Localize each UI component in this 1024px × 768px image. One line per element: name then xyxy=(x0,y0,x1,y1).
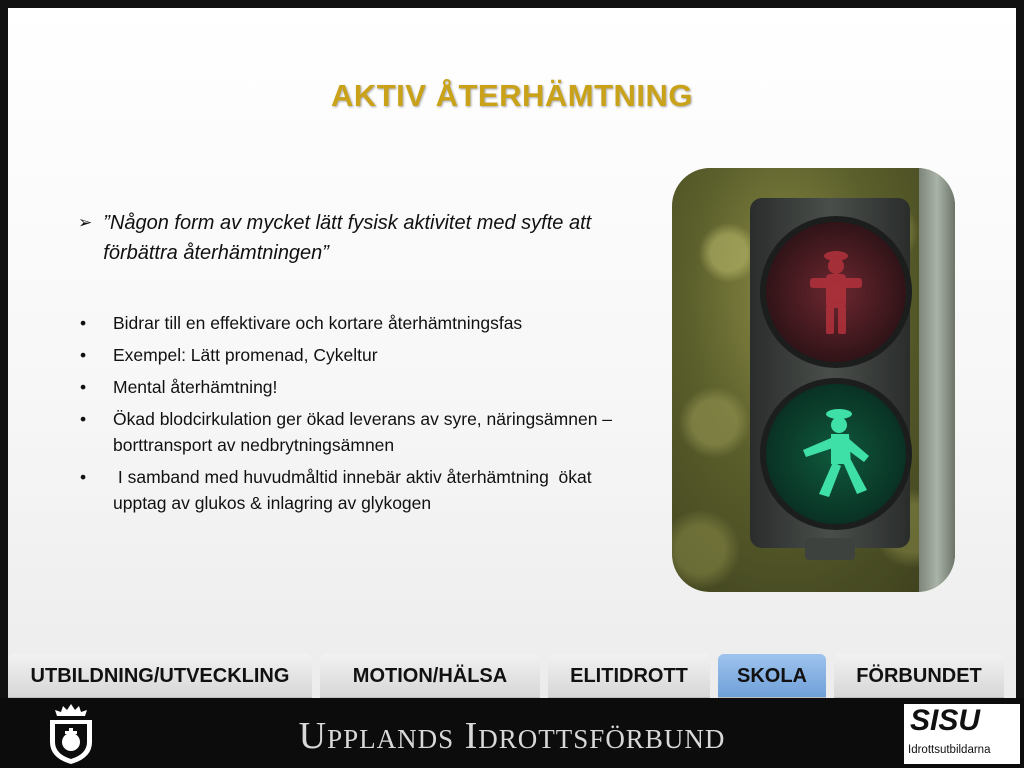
housing-bottom-cap xyxy=(805,538,855,560)
standing-man-icon xyxy=(796,242,876,342)
list-item xyxy=(74,342,634,368)
bullet-dot-icon: • xyxy=(80,377,87,397)
tab-forbundet[interactable]: FÖRBUNDET xyxy=(834,654,1004,698)
sisu-logo xyxy=(904,704,1020,764)
list-item xyxy=(74,464,634,516)
walking-man-icon xyxy=(791,404,881,504)
arrow-bullet-icon: ➢ xyxy=(78,213,93,232)
tab-elitidrott[interactable]: ELITIDROTT xyxy=(548,654,710,698)
footer xyxy=(0,698,1024,768)
red-pedestrian-lamp xyxy=(760,216,912,368)
list-item xyxy=(74,374,634,400)
list-item xyxy=(74,406,634,458)
quote-row xyxy=(78,208,638,268)
organization-name: Upplands Idrottsförbund xyxy=(298,715,726,757)
bullet-text: Mental återhämtning! xyxy=(113,377,278,397)
tab-skola[interactable]: SKOLA xyxy=(718,654,826,698)
bullet-dot-icon: • xyxy=(80,313,87,333)
bullet-dot-icon: • xyxy=(80,409,87,429)
sisu-word: SISU xyxy=(910,704,981,737)
bullet-dot-icon: • xyxy=(80,345,87,365)
bullet-text: Bidrar till en effektivare och kortare återhämtningsfas xyxy=(113,313,523,333)
bottom-navigation xyxy=(8,654,1016,698)
bullet-dot-icon: • xyxy=(80,467,87,487)
list-item xyxy=(74,310,634,336)
pole xyxy=(919,168,955,592)
slide-title: AKTIV ÅTERHÄMTNING xyxy=(330,78,694,113)
quote-text: ”Någon form av mycket lätt fysisk aktivitet med syfte att förbättra återhämtningen” xyxy=(103,212,592,264)
traffic-light-housing xyxy=(750,198,910,548)
bullet-text: Exempel: Lätt promenad, Cykeltur xyxy=(113,345,378,365)
bullet-text: I samband med huvudmåltid innebär aktiv återhämtning ökat upptag av glukos & inlagring av glykogen xyxy=(113,467,597,513)
bullet-text: Ökad blodcirkulation ger ökad leverans av syre, näringsämnen – borttransport av nedbrytningsämnen xyxy=(113,409,613,455)
green-pedestrian-lamp xyxy=(760,378,912,530)
slide xyxy=(8,8,1016,698)
tab-utbildning[interactable]: UTBILDNING/UTVECKLING xyxy=(8,654,312,698)
tab-motion-halsa[interactable]: MOTION/HÄLSA xyxy=(320,654,540,698)
traffic-light-photo xyxy=(672,168,955,592)
bullet-list xyxy=(74,310,634,522)
sisu-subtitle: Idrottsutbildarna xyxy=(908,744,991,756)
